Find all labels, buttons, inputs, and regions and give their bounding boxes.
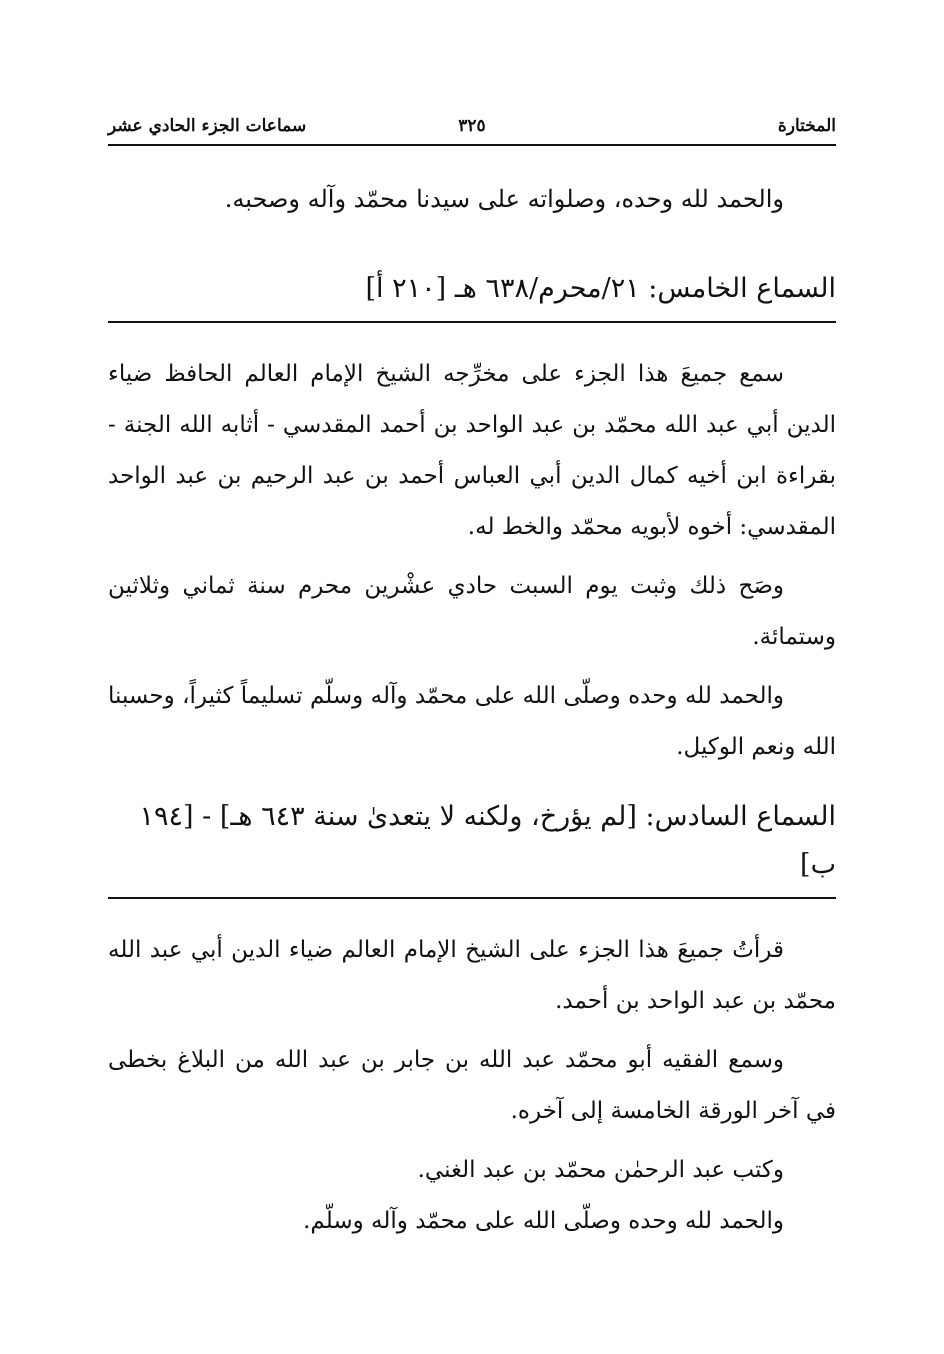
fifth-audition-closing xyxy=(108,671,836,773)
fifth-audition-heading: السماع الخامس: ٢١/محرم/٦٣٨ هـ [٢١٠ أ] xyxy=(108,265,836,323)
sixth-audition-listener xyxy=(108,1035,836,1137)
sixth-paragraph-2: وسمع الفقيه أبو محمّد عبد الله بن جابر بن عبد الله من البلاغ بخطى في آخر الورقة الخامسة إلى آخره. xyxy=(108,1047,836,1124)
fifth-audition-confirmation xyxy=(108,561,836,663)
sixth-audition-heading: السماع السادس: [لم يؤرخ، ولكنه لا يتعدىٰ سنة ٦٤٣ هـ] - [١٩٤ ب] xyxy=(108,793,836,899)
sixth-paragraph-4: والحمد لله وحده وصلّى الله على محمّد وآله وسلّم. xyxy=(303,1208,784,1234)
fifth-audition-body xyxy=(108,349,836,553)
document-page xyxy=(108,110,836,1247)
intro-closing-line: والحمد لله وحده، وصلواته على سيدنا محمّد وآله وصحبه. xyxy=(224,185,784,213)
fifth-paragraph-1: سمع جميعَ هذا الجزء على مخرِّجه الشيخ الإمام العالم الحافظ ضياء الدين أبي عبد الله محمّد بن عبد الواحد بن أحمد المقدسي - أثابه الله الجنة - بقراءة ابن أخيه كمال الدين أبي العباس أحمد بن عبد الرحيم بن عبد الواحد المقدسي: أخوه لأبويه محمّد والخط له. xyxy=(108,361,836,540)
sixth-paragraph-1: قرأتُ جميعَ هذا الجزء على الشيخ الإمام العالم ضياء الدين أبي عبد الله محمّد بن عبد الواحد بن أحمد. xyxy=(108,937,836,1014)
page-number: ٣٢٥ xyxy=(458,116,486,136)
book-title: المختارة xyxy=(777,116,836,136)
sixth-paragraph-3: وكتب عبد الرحمٰن محمّد بن عبد الغني. xyxy=(417,1157,784,1183)
section-title: سماعات الجزء الحادي عشر xyxy=(108,116,307,136)
sixth-audition-body xyxy=(108,925,836,1027)
running-header xyxy=(108,110,836,146)
fifth-paragraph-2: وصَح ذلك وثبت يوم السبت حادي عشْرين محرم سنة ثماني وثلاثين وستمائة. xyxy=(108,573,836,650)
fifth-paragraph-3: والحمد لله وحده وصلّى الله على محمّد وآله وسلّم تسليماً كثيراً، وحسبنا الله ونعم الوكيل. xyxy=(108,683,836,760)
